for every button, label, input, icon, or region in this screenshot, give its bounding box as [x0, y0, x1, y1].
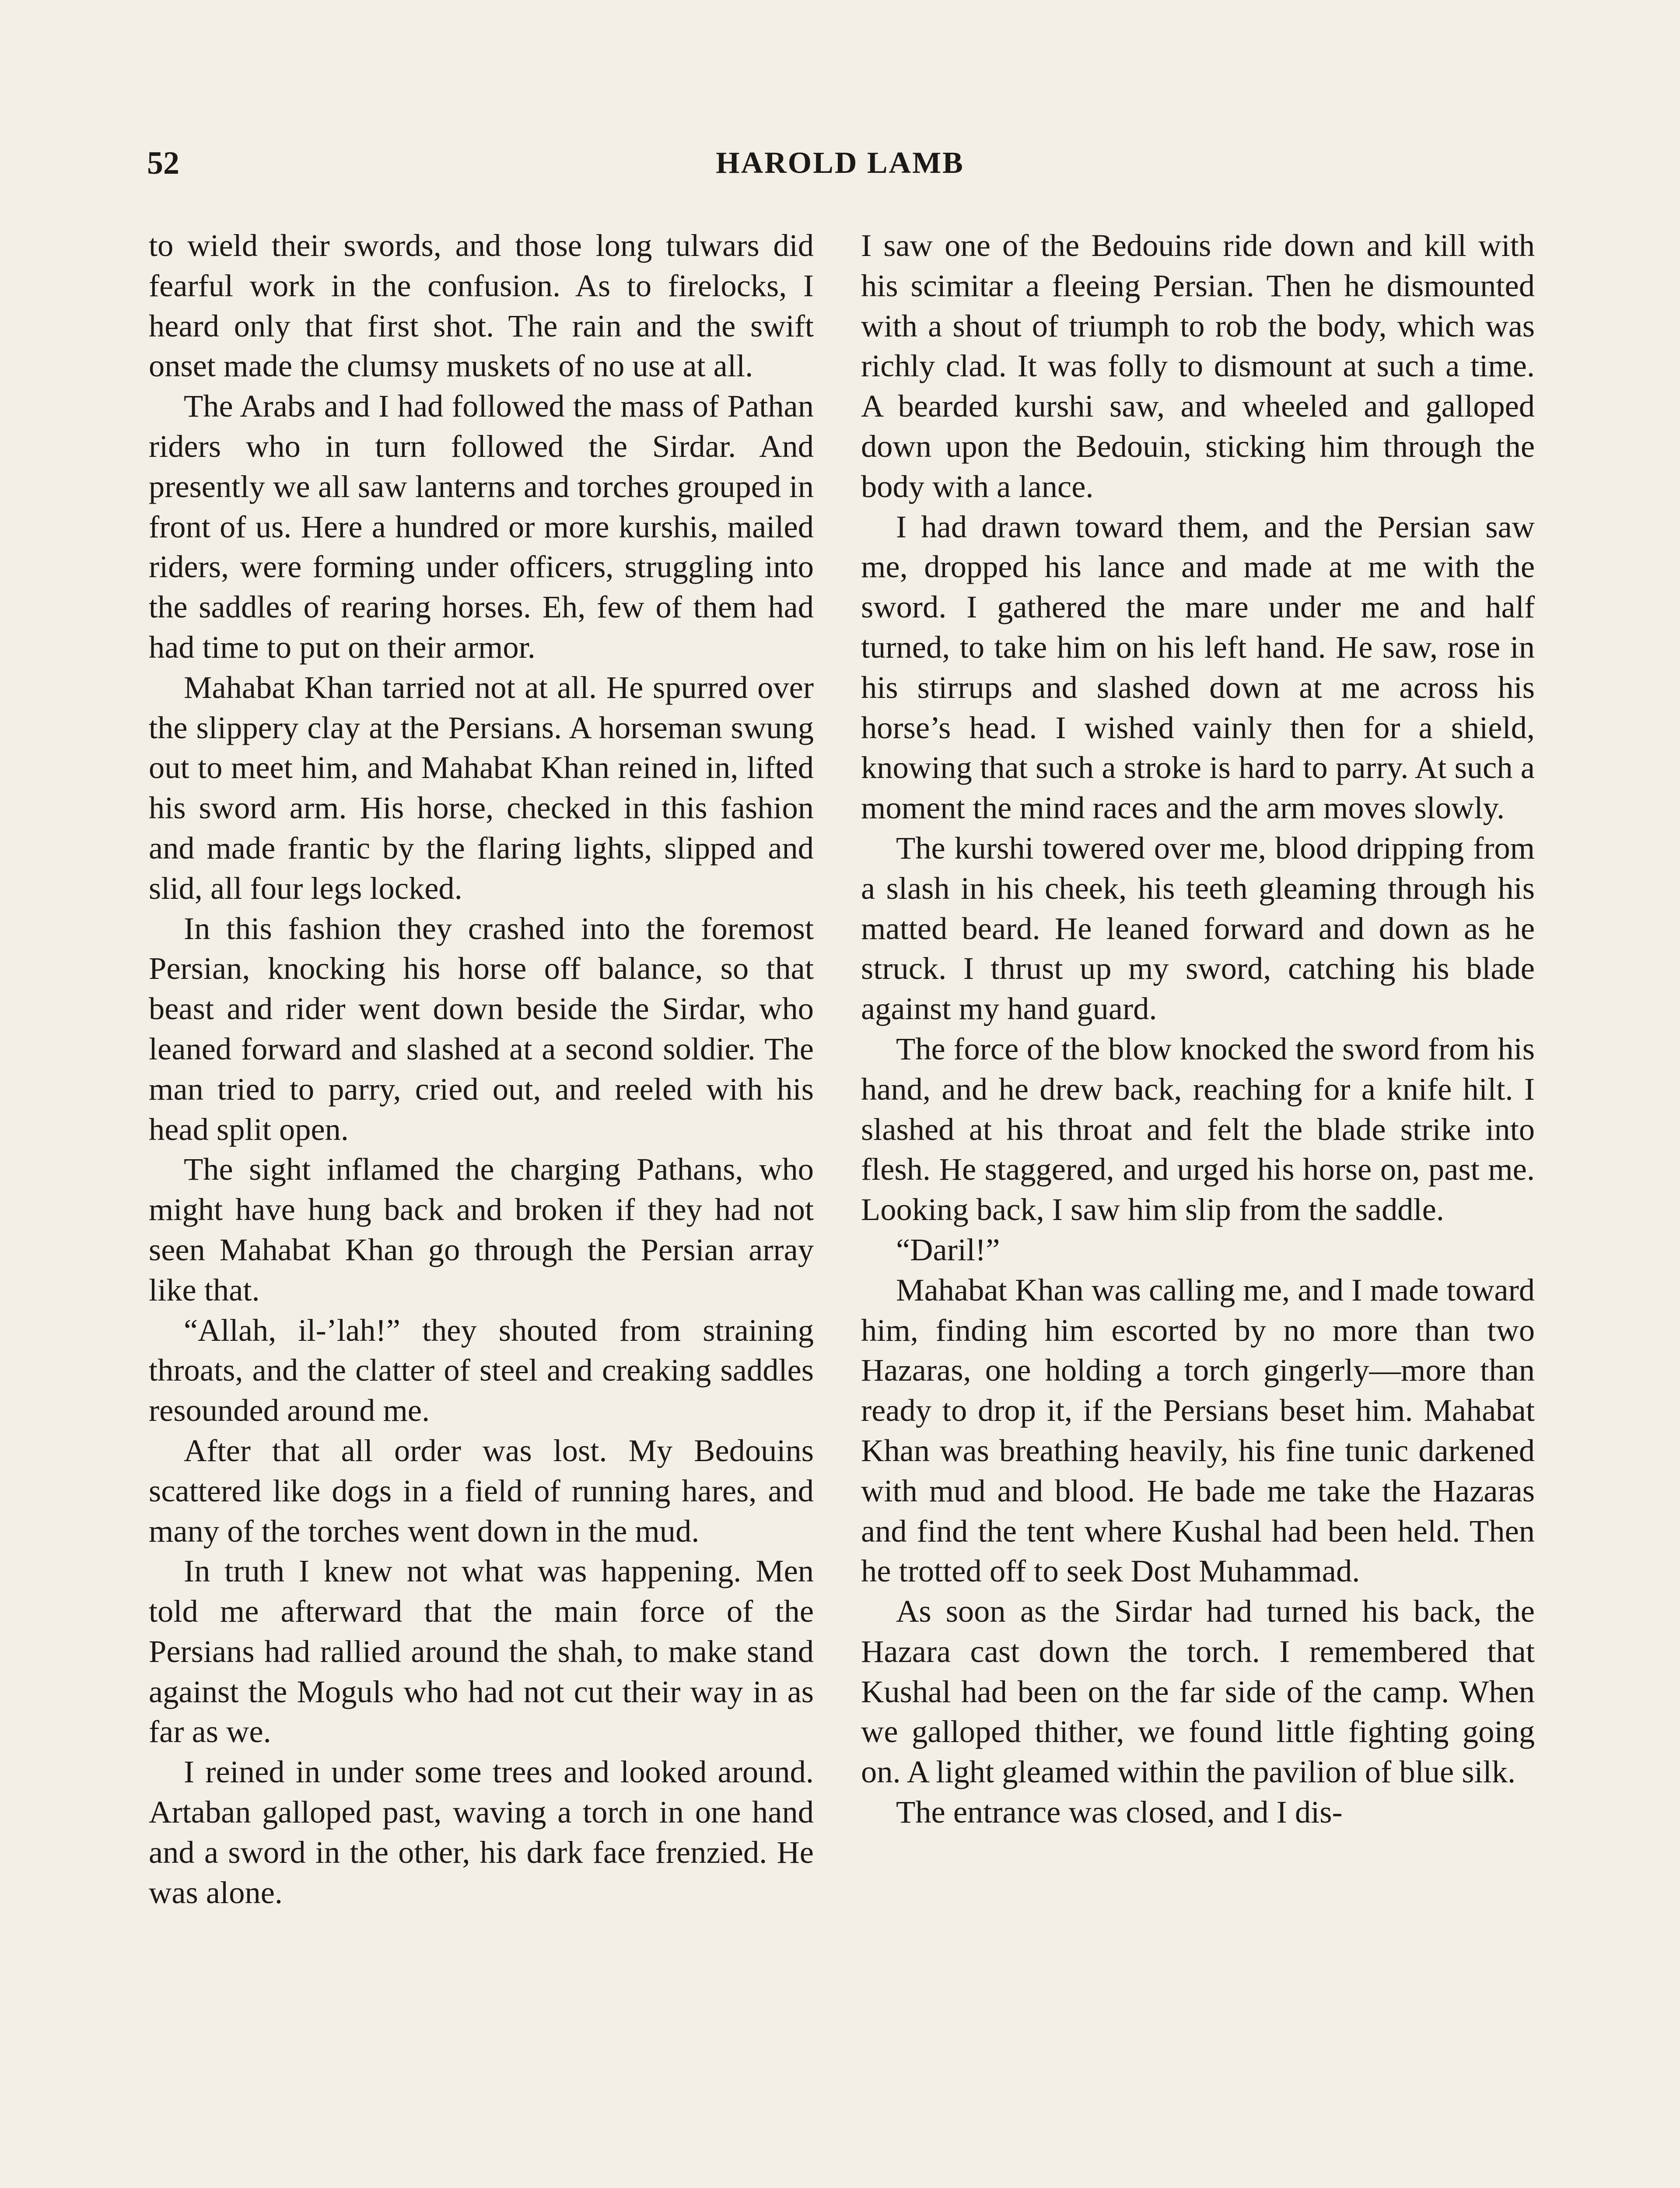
paragraph: The Arabs and I had followed the mass of Pathan riders who in turn followed the Sirdar. And presently we all saw lanterns and torches grouped in front of us. Here a hundred or more kurshis, mailed riders, were forming under officers, struggling into the saddles of rearing horses. Eh, few of them had had time to put on their armor. — [149, 388, 814, 665]
left-text-column — [149, 225, 814, 1912]
paragraph: The sight inflamed the charging Pathans, who might have hung back and broken if they had not seen Mahabat Khan go through the Persian array like that. — [149, 1151, 814, 1308]
paragraph: The entrance was closed, and I dis- — [896, 1794, 1343, 1830]
paragraph: “Allah, il-’lah!” they shouted from straining throats, and the clatter of steel and creaking saddles resounded around me. — [149, 1312, 814, 1428]
running-head: HAROLD LAMB — [716, 146, 964, 180]
page-number: 52 — [147, 145, 179, 181]
paragraph: The kurshi towered over me, blood dripping from a slash in his cheek, his teeth gleaming through his matted beard. He leaned forward and down as he struck. I thrust up my sword, catching his blade against my hand guard. — [861, 830, 1535, 1027]
paragraph: I had drawn toward them, and the Persian saw me, dropped his lance and made at me with the sword. I gathered the mare under me and half turned, to take him on his left hand. He saw, rose in his stirrups and slashed down at me across his horse’s head. I wished vainly then for a shield, knowing that such a stroke is hard to parry. At such a moment the mind races and the arm moves slowly. — [861, 508, 1535, 826]
paragraph: Mahabat Khan tarried not at all. He spurred over the slippery clay at the Persians. A horseman swung out to meet him, and Mahabat Khan reined in, lifted his sword arm. His horse, checked in this fashion and made frantic by the flaring lights, slipped and slid, all four legs locked. — [149, 669, 814, 906]
paragraph: I reined in under some trees and looked around. Artaban galloped past, waving a torch in one hand and a sword in the other, his dark face frenzied. He was alone. — [149, 1754, 814, 1910]
paragraph: In truth I knew not what was happening. Men told me afterward that the main force of the Persians had rallied around the shah, to make stand against the Moguls who had not cut their way in as far as we. — [149, 1553, 814, 1750]
paragraph: to wield their swords, and those long tulwars did fearful work in the confusion. As to firelocks, I heard only that first shot. The rain and the swift onset made the clumsy muskets of no use at all. — [149, 228, 814, 384]
paragraph: In this fashion they crashed into the foremost Persian, knocking his horse off balance, so that beast and rider went down beside the Sirdar, who leaned forward and slashed at a second soldier. The man tried to parry, cried out, and reeled with his head split open. — [149, 910, 814, 1147]
right-text-column — [861, 225, 1535, 1832]
paragraph: The force of the blow knocked the sword from his hand, and he drew back, reaching for a knife hilt. I slashed at his throat and felt the blade strike into flesh. He staggered, and urged his horse on, past me. Looking back, I saw him slip from the saddle. — [861, 1031, 1535, 1227]
paragraph: As soon as the Sirdar had turned his back, the Hazara cast down the torch. I remembered that Kushal had been on the far side of the camp. When we galloped thither, we found little fighting going on. A light gleamed within the pavilion of blue silk. — [861, 1593, 1535, 1790]
paragraph: I saw one of the Bedouins ride down and kill with his scimitar a fleeing Persian. Then he dismounted with a shout of triumph to rob the body, which was richly clad. It was folly to dismount at such a time. A bearded kurshi saw, and wheeled and galloped down upon the Bedouin, sticking him through the body with a lance. — [861, 228, 1535, 504]
paragraph: “Daril!” — [896, 1231, 1000, 1267]
page-header — [147, 139, 1533, 187]
paragraph: Mahabat Khan was calling me, and I made toward him, finding him escorted by no more than two Hazaras, one holding a torch gingerly—more than ready to drop it, if the Persians beset him. Mahabat Khan was breathing heavily, his fine tunic darkened with mud and blood. He bade me take the Hazaras and find the tent where Kushal had been held. Then he trotted off to seek Dost Muhammad. — [861, 1272, 1535, 1589]
paragraph: After that all order was lost. My Bedouins scattered like dogs in a field of running hares, and many of the torches went down in the mud. — [149, 1432, 814, 1549]
